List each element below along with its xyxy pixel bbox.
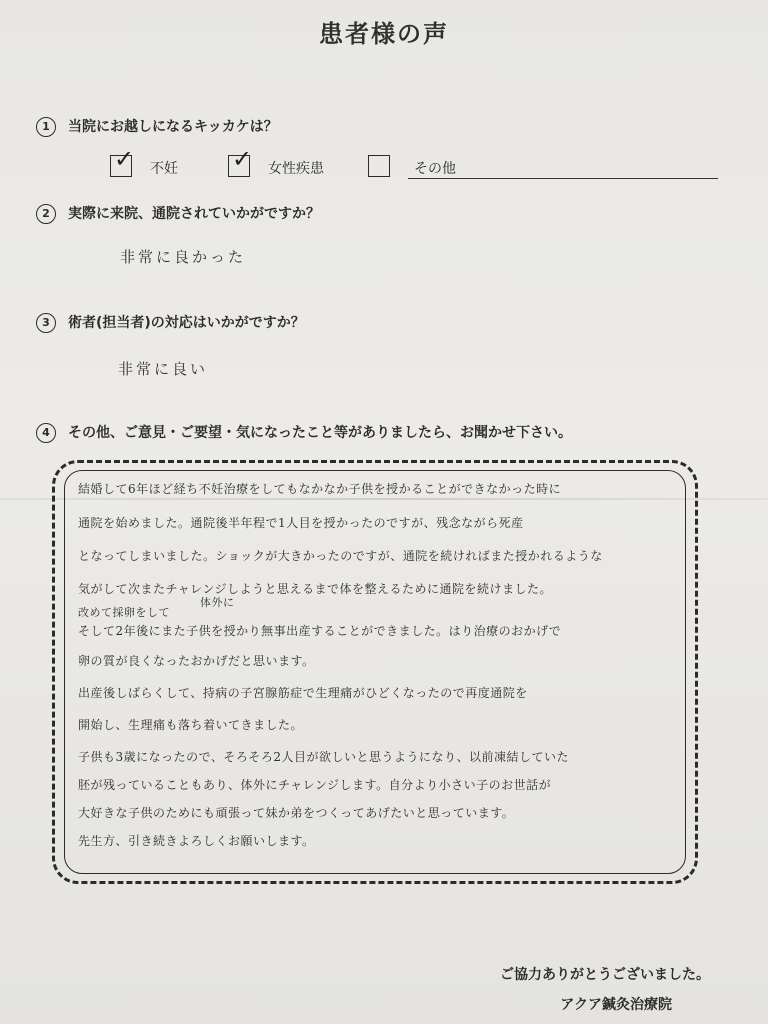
checkbox-other[interactable] — [368, 155, 390, 177]
comment-line-9: 開始し、生理痛も落ち着いてきました。 — [78, 718, 304, 732]
comment-line-3: となってしまいました。ショックが大きかったのですが、通院を続ければまた授かれるような — [78, 549, 603, 563]
question-number: 4 — [36, 423, 56, 443]
comment-line-13: 先生方、引き続きよろしくお願いします。 — [78, 834, 315, 848]
option-label-infertility: 不妊 — [150, 161, 178, 177]
answer-q3: 非常に良い — [118, 360, 209, 378]
comment-line-4: 気がして次またチャレンジしようと思えるまで体を整えるために通院を続けました。 — [78, 582, 553, 596]
question-4 — [36, 422, 572, 443]
comment-line-5: 改めて採卵をして — [78, 606, 170, 619]
option-label-other: その他 — [414, 161, 456, 177]
other-answer-line — [408, 178, 718, 179]
thanks-message: ご協力ありがとうございました。 — [500, 967, 710, 983]
clinic-name: アクア鍼灸治療院 — [560, 997, 672, 1013]
question-text: 実際に来院、通院されていかがですか？ — [68, 206, 320, 222]
question-number: 2 — [36, 204, 56, 224]
checkbox-infertility[interactable] — [110, 145, 135, 177]
check-mark-icon: ✓ — [114, 145, 135, 173]
question-text: その他、ご意見・ご要望・気になったこと等がありましたら、お聞かせ下さい。 — [68, 425, 572, 441]
comment-line-6: そして2年後にまた子供を授かり無事出産することができました。はり治療のおかげで — [78, 624, 562, 638]
question-text: 術者(担当者)の対応はいかがですか？ — [68, 315, 305, 331]
comment-line-12: 大好きな子供のためにも頑張って妹か弟をつくってあげたいと思っています。 — [78, 806, 515, 820]
checkbox-female-disease[interactable] — [228, 145, 253, 177]
comment-line-2: 通院を始めました。通院後半年程で1人目を授かったのですが、残念ながら死産 — [78, 516, 524, 530]
question-number: 3 — [36, 313, 56, 333]
comment-line-10: 子供も3歳になったので、そろそろ2人目が欲しいと思うようになり、以前凍結していた — [78, 750, 570, 764]
comment-line-8: 出産後しばらくして、持病の子宮腺筋症で生理痛がひどくなったので再度通院を — [78, 686, 528, 700]
answer-q2: 非常に良かった — [120, 248, 247, 266]
option-label-female-disease: 女性疾患 — [268, 161, 324, 177]
question-2 — [36, 203, 320, 224]
comment-line-11: 胚が残っていることもあり、体外にチャレンジします。自分より小さい子のお世話が — [78, 778, 552, 792]
question-text: 当院にお越しになるキッカケは？ — [68, 119, 278, 135]
question-1 — [36, 116, 278, 137]
check-mark-icon: ✓ — [232, 145, 253, 173]
question-3 — [36, 312, 305, 333]
comment-insert-note: 体外に — [200, 596, 235, 609]
question-number: 1 — [36, 117, 56, 137]
page-title: 患者様の声 — [319, 20, 449, 48]
comment-line-7: 卵の質が良くなったおかげだと思います。 — [78, 654, 315, 668]
comment-line-1: 結婚して6年ほど経ち不妊治療をしてもなかなか子供を授かることができなかった時に — [78, 482, 562, 496]
